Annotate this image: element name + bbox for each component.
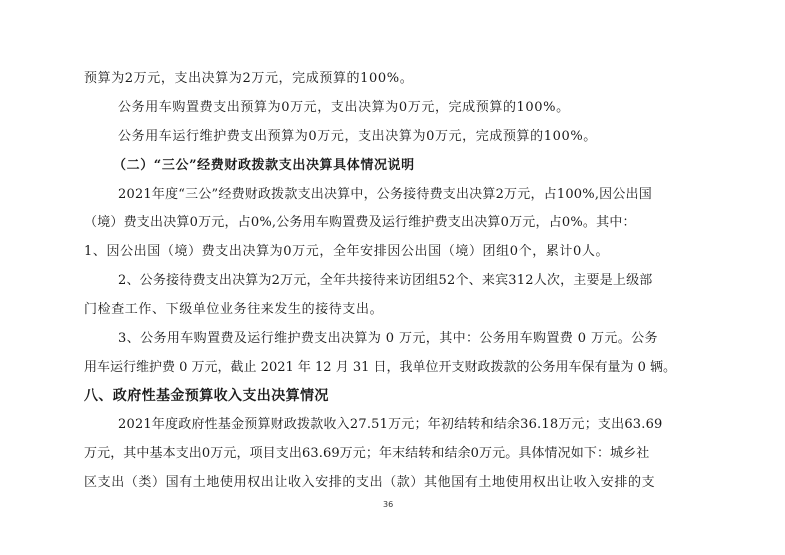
section-heading: 八、政府性基金预算收入支出决算情况 <box>84 388 329 404</box>
paragraph-line: 门检查工作、下级单位业务往来发生的接待支出。 <box>84 302 384 317</box>
paragraph-line: 1、因公出国（境）费支出决算为0万元，全年安排因公出国（境）团组0个，累计0人。 <box>84 244 610 259</box>
section-subheading: （二）“三公”经费财政拨款支出决算具体情况说明 <box>113 158 415 173</box>
paragraph-line: 3、公务用车购置费及运行维护费支出决算为 0 万元，其中：公务用车购置费 0 万元。公务 <box>118 331 658 346</box>
paragraph-line: 区支出（类）国有土地使用权出让收入安排的支出（款）其他国有土地使用权出让收入安排的支 <box>84 475 656 490</box>
page-number: 36 <box>383 500 394 509</box>
paragraph-line: 公务用车购置费支出预算为0万元，支出决算为0万元，完成预算的100%。 <box>118 100 570 115</box>
paragraph-line: 2021年度“三公”经费财政拨款支出决算中，公务接待费支出决算2万元，占100%,因公出国 <box>118 187 652 202</box>
paragraph-line: 预算为2万元，支出决算为2万元，完成预算的100%。 <box>84 71 414 86</box>
paragraph-line: 公务用车运行维护费支出预算为0万元，支出决算为0万元，完成预算的100%。 <box>118 129 597 144</box>
paragraph-line: 用车运行维护费 0 万元，截止 2021 年 12 月 31 日，我单位开支财政拨款的公务用车保有量为 0 辆。 <box>84 360 677 375</box>
paragraph-line: 万元，其中基本支出0万元，项目支出63.69万元；年末结转和结余0万元。具体情况如下：城乡社 <box>84 446 650 461</box>
paragraph-line: （境）费支出决算0万元，占0%,公务用车购置费及运行维护费支出决算0万元，占0%。其中： <box>84 215 636 230</box>
paragraph-line: 2、公务接待费支出决算为2万元，全年共接待来访团组52个、来宾312人次，主要是上级部 <box>118 273 653 288</box>
paragraph-line: 2021年度政府性基金预算财政拨款收入27.51万元；年初结转和结余36.18万元；支出63.69 <box>118 417 663 432</box>
